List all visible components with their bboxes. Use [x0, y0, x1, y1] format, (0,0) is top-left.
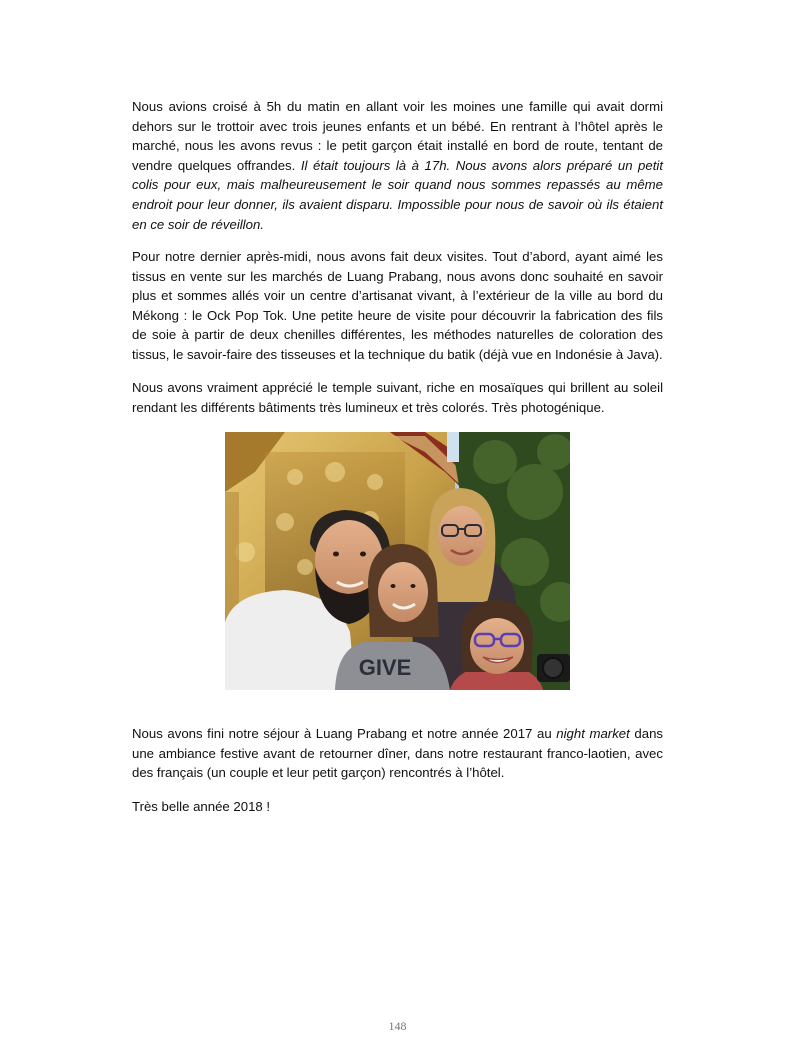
man-eye-right — [360, 552, 366, 557]
paragraph-night-market — [132, 724, 663, 783]
sky-gap — [447, 432, 459, 462]
paragraph-night-market-text-end: dans une ambiance festive avant de retourner dîner, dans notre restaurant franco-laotien, avec des français (un couple et leur petit garçon) rencontrés à l’hôtel. — [132, 726, 663, 781]
paragraph-morning-family-text: Nous avions croisé à 5h du matin en allant voir les moines une famille qui avait dormi dehors sur le trottoir avec trois jeunes enfants et un bébé. En rentrant à l’hôtel après le marché, nous les avons revus : le petit garçon était installé en bord de route, tentant de vendre quelques offrandes. — [132, 99, 663, 173]
camera-lens — [543, 658, 563, 678]
paragraph-temple: Nous avons vraiment apprécié le temple suivant, riche en mosaïques qui brillent au soleil rendant les différents bâtiments très lumineux et très colorés. Très photogénique. — [132, 380, 663, 415]
girl-eye-right — [411, 584, 416, 588]
man-eye-left — [333, 552, 339, 557]
paragraph-night-market-italic: night market — [556, 726, 630, 741]
paragraph-night-market-text-start: Nous avons fini notre séjour à Luang Prabang et notre année 2017 au — [132, 726, 557, 741]
girl-face — [378, 562, 428, 622]
paragraph-new-year: Très belle année 2018 ! — [132, 799, 271, 814]
page-number: 148 — [388, 1019, 407, 1033]
girl-eye-left — [391, 584, 396, 588]
paragraph-morning-family — [132, 97, 663, 234]
family-temple-photo — [225, 432, 570, 690]
paragraph-morning-family-italic: Il était toujours là à 17h. Nous avons alors préparé un petit colis pour eux, mais malheureusement le soir quand nous sommes repassés au même endroit pour leur donner, ils avaient disparu. Impossible pour nous de savoir où ils étaient en ce soir de réveillon. — [132, 157, 663, 232]
paragraph-last-afternoon: Pour notre dernier après-midi, nous avons fait deux visites. Tout d’abord, ayant aimé les tissus en vente sur les marchés de Luang Prabang, nous avons donc souhaité en savoir plus et sommes allés voir un centre d’artisanat vivant, à l’extérieur de la ville au bord du Mékong : le Ock Pop Tok. Une petite heure de visite pour découvrir la fabrication des fils de soie à partir de deux chenilles différentes, les méthodes naturelles de coloration des tissus, le savoir-faire des tisseuses et la technique du batik (déjà vue en Indonésie à Java). — [132, 249, 663, 362]
girl-shirt-print: GIVE — [358, 655, 412, 680]
